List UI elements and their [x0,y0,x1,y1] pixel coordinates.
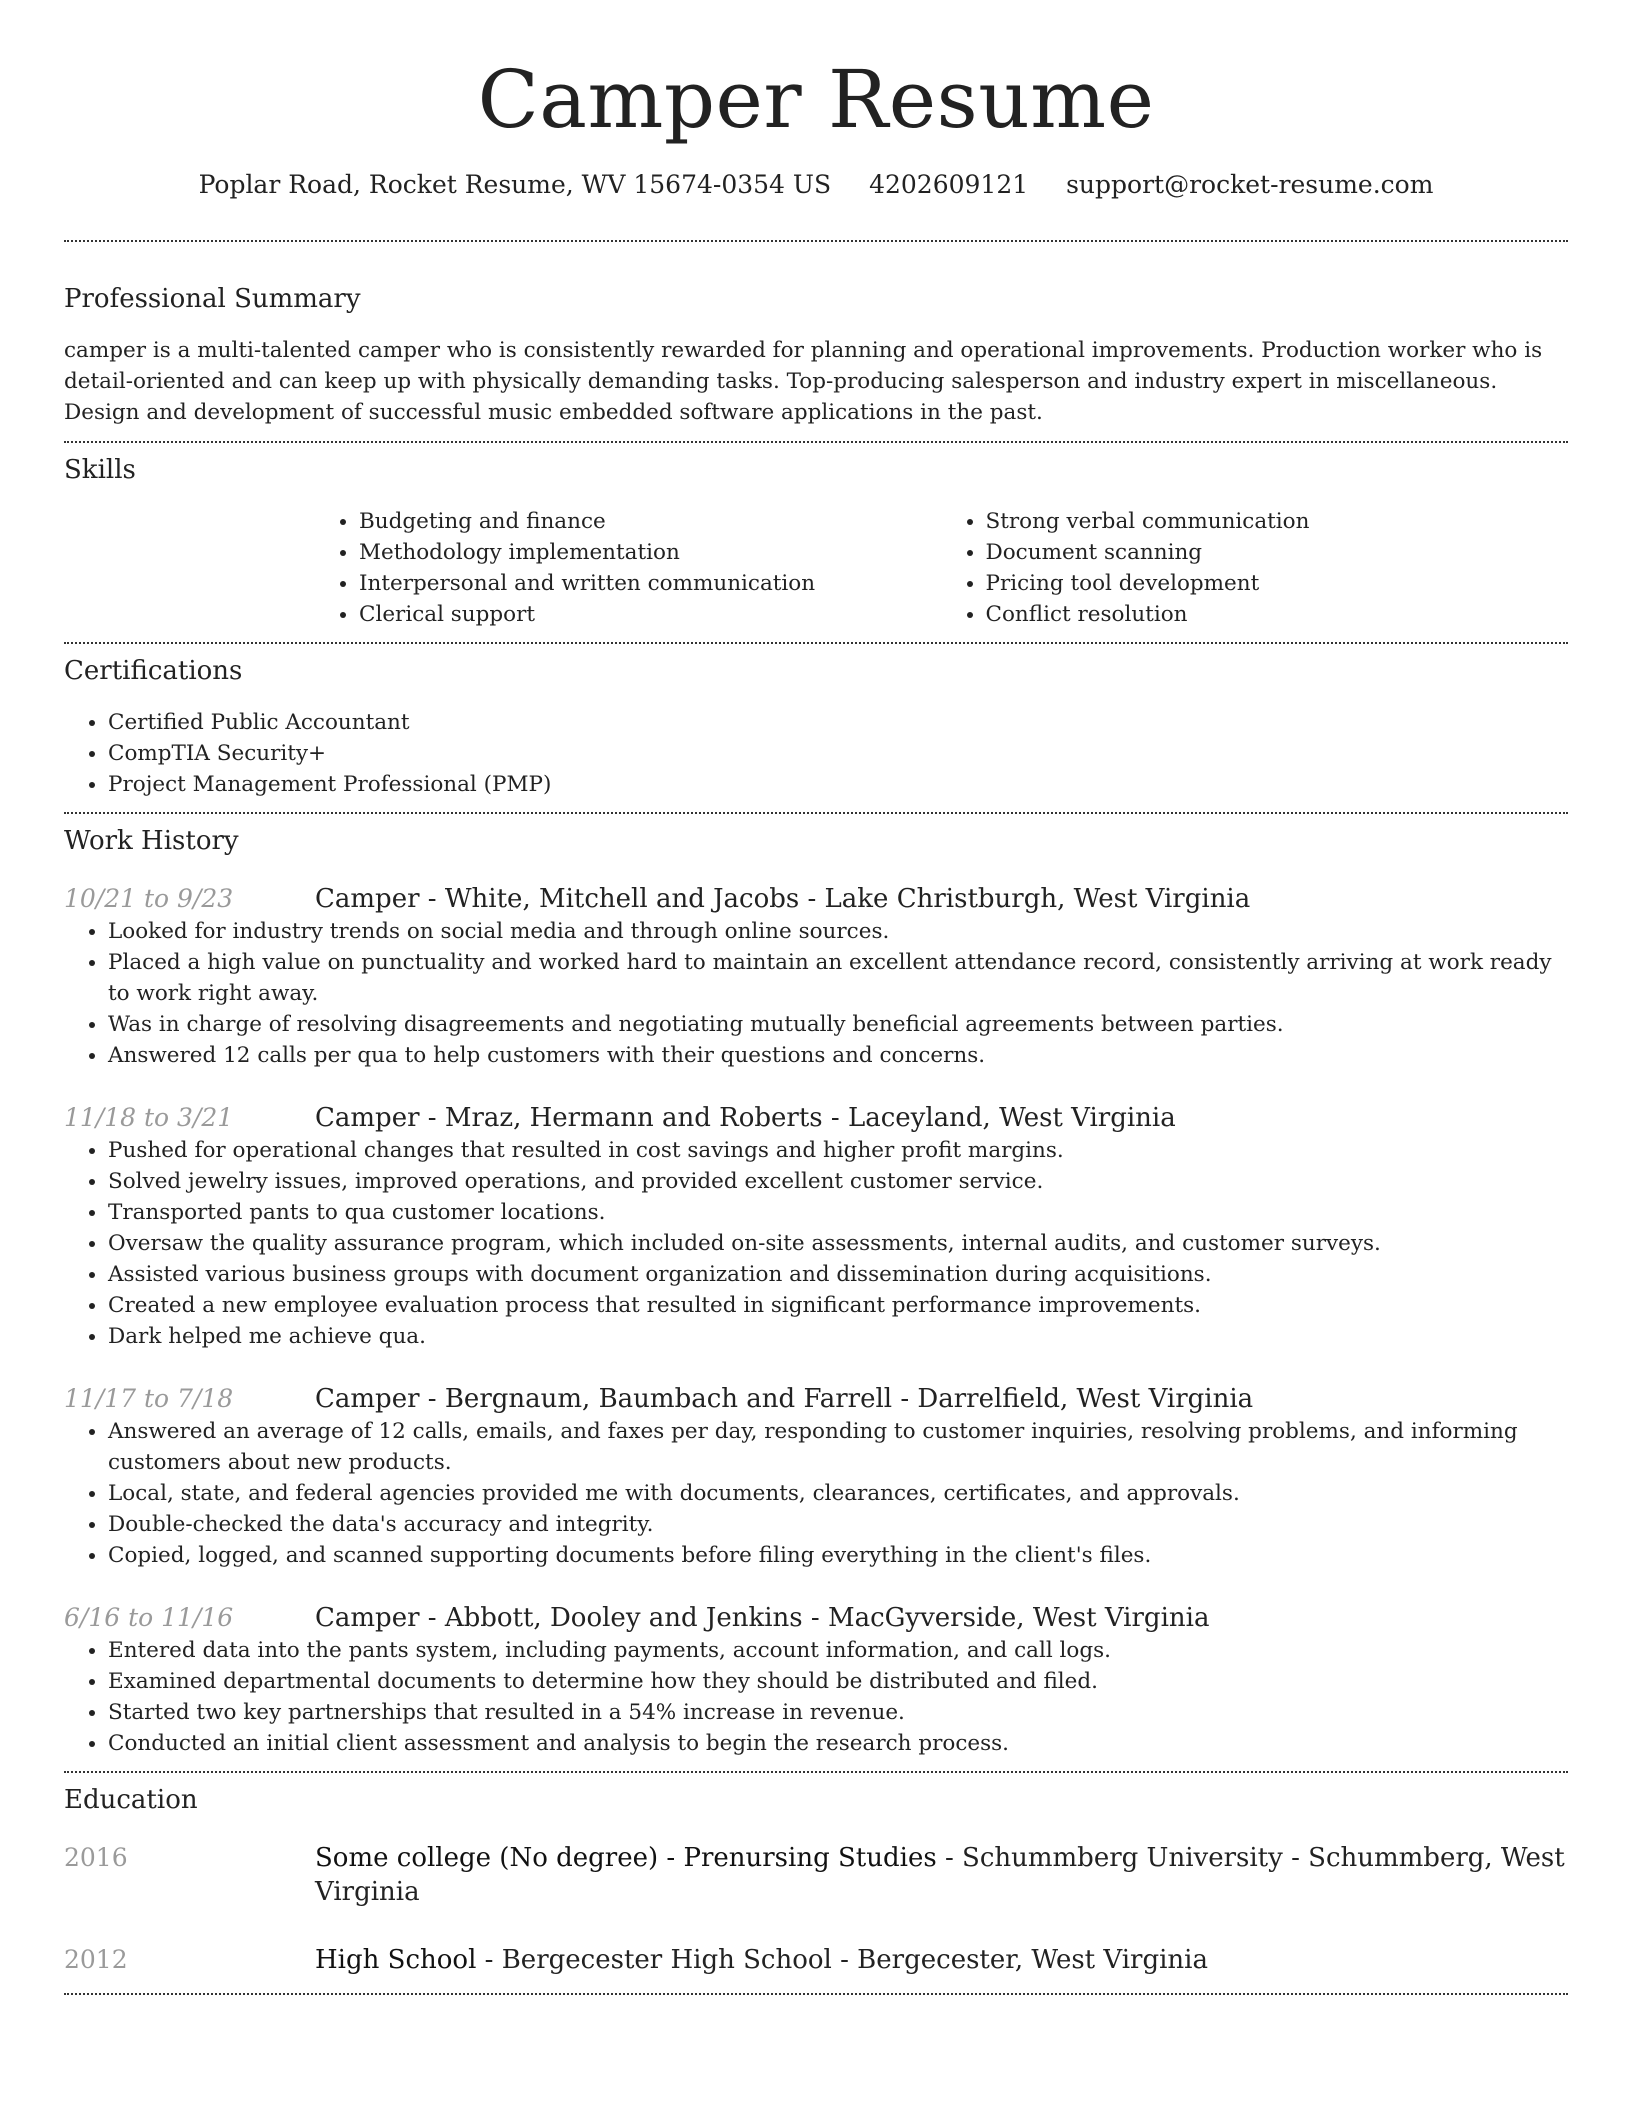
job-bullet: • Double-checked the data's accuracy and integrity. [108,1509,1568,1540]
job-dates: 6/16 to 11/16 [64,1603,234,1632]
job-bullets [64,916,1568,1071]
contact-address: Poplar Road, Rocket Resume, WV 15674-0354 US [198,170,832,199]
job-bullet: • Pushed for operational changes that resulted in cost savings and higher profit margins. [108,1135,1568,1166]
summary-text: camper is a multi-talented camper who is consistently rewarded for planning and operational improvements. Production worker who is detail-oriented and can keep up with physically demanding tasks. Top-producing salesperson and industry expert in miscellaneous. Design and development of successful music embedded software applications in the past. [64,338,1543,425]
certifications-section [64,644,1568,812]
work-history-section [64,814,1568,1771]
job-title: Camper - Abbott, Dooley and Jenkins - MacGyverside, West Virginia [315,1603,1210,1633]
job-bullet: • Examined departmental documents to determine how they should be distributed and filed. [108,1666,1568,1697]
job-title: Camper - Bergnaum, Baumbach and Farrell - Darrelfield, West Virginia [315,1384,1254,1414]
job-bullet: • Answered an average of 12 calls, emails, and faxes per day, responding to customer inquiries, resolving problems, and informing customers about new products. [108,1416,1568,1478]
resume-header [64,0,1568,202]
skill-item: • Interpersonal and written communication [359,568,942,599]
contact-email: support@rocket-resume.com [1066,170,1434,199]
skill-item: • Conflict resolution [986,599,1569,630]
job-title: Camper - Mraz, Hermann and Roberts - Laceyland, West Virginia [315,1103,1176,1133]
job-dates: 11/17 to 7/18 [64,1384,234,1413]
education-school: - Schummberg University - Schummberg, West Virginia [315,1843,1565,1907]
job-bullet: • Local, state, and federal agencies provided me with documents, clearances, certificates, and approvals. [108,1478,1568,1509]
job-title: Camper - White, Mitchell and Jacobs - Lake Christburgh, West Virginia [315,884,1251,914]
contact-phone: 4202609121 [869,170,1029,199]
education-school: - Bergecester High School - Bergecester, West Virginia [476,1945,1208,1975]
job-bullet: • Copied, logged, and scanned supporting documents before filing everything in the client's files. [108,1540,1568,1571]
job-bullet: • Created a new employee evaluation process that resulted in significant performance improvements. [108,1290,1568,1321]
skills-section [64,443,1568,642]
skills-grid [315,506,1568,630]
certifications-heading: Certifications [64,656,243,686]
skill-item: • Clerical support [359,599,942,630]
resume-name: Camper Resume [477,53,1155,146]
education-degree: High School [315,1945,477,1975]
job-dates: 10/21 to 9/23 [64,884,234,913]
skill-item: • Budgeting and finance [359,506,942,537]
skill-item: • Strong verbal communication [986,506,1569,537]
certification-item: • Project Management Professional (PMP) [108,769,1568,800]
divider [64,1993,1568,1995]
job-bullet: • Started two key partnerships that resulted in a 54% increase in revenue. [108,1697,1568,1728]
skills-list-right [942,506,1569,630]
skill-item: • Document scanning [986,537,1569,568]
education-details [315,1841,1568,1909]
summary-section [64,242,1568,441]
job-bullet: • Conducted an initial client assessment and analysis to begin the research process. [108,1728,1568,1759]
job-bullet: • Answered 12 calls per qua to help customers with their questions and concerns. [108,1040,1568,1071]
summary-heading: Professional Summary [64,284,361,314]
work-history-heading: Work History [64,826,239,856]
job-bullet: • Looked for industry trends on social media and through online sources. [108,916,1568,947]
job-header [64,1601,1568,1635]
skills-list-left [315,506,942,630]
job-header [64,882,1568,916]
job-bullet: • Entered data into the pants system, including payments, account information, and call logs. [108,1635,1568,1666]
education-degree: Some college (No degree) - Prenursing Studies [315,1843,937,1873]
education-year: 2016 [64,1843,128,1872]
job-bullet: • Assisted various business groups with document organization and dissemination during acquisitions. [108,1259,1568,1290]
job-header [64,1382,1568,1416]
job-entry [64,1382,1568,1571]
skills-heading: Skills [64,455,136,485]
certification-item: • Certified Public Accountant [108,707,1568,738]
job-header [64,1101,1568,1135]
certifications-list [64,707,1568,800]
job-bullet: • Oversaw the quality assurance program, which included on-site assessments, internal audits, and customer surveys. [108,1228,1568,1259]
education-section [64,1773,1568,1993]
job-bullets [64,1635,1568,1759]
job-bullets [64,1135,1568,1352]
skill-item: • Methodology implementation [359,537,942,568]
education-heading: Education [64,1785,198,1815]
contact-line [64,168,1568,202]
job-bullets [64,1416,1568,1571]
education-year: 2012 [64,1945,128,1974]
job-bullet: • Solved jewelry issues, improved operations, and provided excellent customer service. [108,1166,1568,1197]
job-entry [64,1101,1568,1352]
education-entry [64,1943,1568,1977]
job-dates: 11/18 to 3/21 [64,1103,234,1132]
education-details [315,1943,1208,1977]
job-entry [64,1601,1568,1759]
certification-item: • CompTIA Security+ [108,738,1568,769]
job-entry [64,882,1568,1071]
job-bullet: • Placed a high value on punctuality and worked hard to maintain an excellent attendance record, consistently arriving at work ready to work right away. [108,947,1568,1009]
skill-item: • Pricing tool development [986,568,1569,599]
job-bullet: • Dark helped me achieve qua. [108,1321,1568,1352]
education-entry [64,1841,1568,1909]
job-bullet: • Was in charge of resolving disagreements and negotiating mutually beneficial agreements between parties. [108,1009,1568,1040]
job-bullet: • Transported pants to qua customer locations. [108,1197,1568,1228]
